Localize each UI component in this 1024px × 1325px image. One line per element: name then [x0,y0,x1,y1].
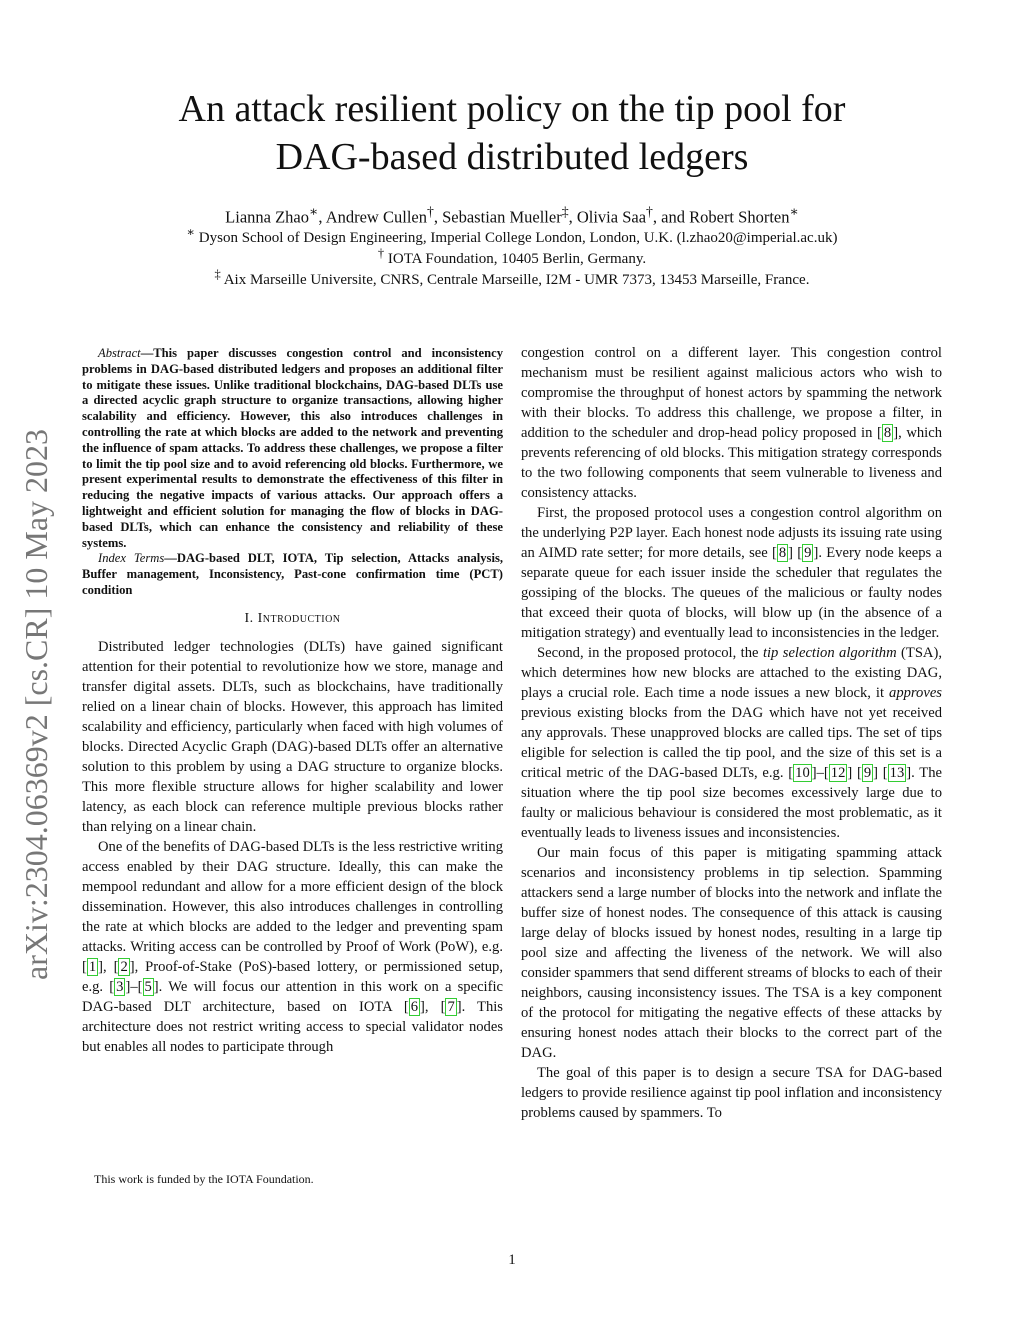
citation-link[interactable]: 8 [778,545,787,561]
right-paragraph-3: Second, in the proposed protocol, the tip selection algorithm (TSA), which determines how new blocks are attached to the existing DAG, plays a crucial role. Each time a node issues a new block, it approves previous existing blocks from the DAG which have not yet received any approvals. These unapproved blocks are called tips. The set of tips eligible for selection is called the tip pool, and the size of this set is a critical metric of the DAG-based DLTs, e.g. [ 10 ]–[ 12 ] [ 9 ] [ 13 ]. The situation where the tip pool size becomes excessively large due to faulty or malicious behaviour is considered the most problematic, as it eventually leads to liveness issues and inconsistencies. [521,645,942,841]
affiliation-text: IOTA Foundation, 10405 Berlin, Germany. [387,251,647,267]
citation-link[interactable]: 13 [889,765,905,781]
author-name: Sebastian Mueller [442,207,562,227]
text-run: One of the benefits of DAG-based DLTs is the less restrictive writing access enabled by their DAG structure. Ideally, this can make the mempool redundant and allow for a more efficient design of the block dissemination. However, this also introduces challenges in controlling the rate at which blocks are added to the ledger and preventing spam attacks. Writing access can be controlled by Proof of Work (PoW), e.g. [82,838,503,955]
citation-link[interactable]: 9 [863,765,872,781]
arxiv-identifier: arXiv:2304.06369v2 [cs.CR] 10 May 2023 [18,428,54,980]
title-line-1: An attack resilient policy on the tip pool for [178,88,846,130]
author-separator: , [433,207,443,227]
abstract-label: Abstract [98,346,141,360]
paper-title [80,85,944,181]
author-mark: † [646,204,653,219]
citation-dash: – [130,978,138,995]
emphasis: approves [889,685,942,701]
citation-link[interactable]: 1 [88,958,97,975]
text-run: First, the proposed protocol uses a congestion control algorithm on the underlying P2P layer. Each honest node adjusts its issuing rate using an AIMD rate setter; for more details, see [521,505,943,561]
author-mark: † [426,204,434,219]
text-run: , which prevents referencing of old blocks. This mitigation strategy corresponds to the two following components that seem vulnerable to liveness and consistency attacks. [521,425,942,501]
author-separator: , [318,207,326,227]
author-mark: ∗ [789,204,799,219]
author-name: Andrew Cullen [325,207,427,227]
index-terms-label: Index Terms [98,551,165,566]
affiliation-mark: † [377,246,385,260]
affiliation-mark: ∗ [186,225,196,239]
text-run: . The situation where the tip pool size becomes excessively large due to faulty or malicious behaviour is considered the most problematic, as it eventually leads to liveness issues and inconsistencies. [521,765,942,841]
citation-link[interactable]: 9 [804,545,812,561]
citation-link[interactable]: 5 [144,978,152,995]
section-title: Introduction [257,610,341,626]
right-paragraph-5: The goal of this paper is to design a secure TSA for DAG-based ledgers to provide resilience against tip pool inflation and inconsistency problems caused by spammers. To [521,1065,942,1121]
text-run: . Every node keeps a separate queue for each issuer inside the scheduler that regulates the gossiping of the blocks. The queues of the malicious or faulty nodes that exceed their quota of blocks, will blow up (in the absence of a mitigation strategy) and eventually lead to inconsistencies in the ledger. [521,545,942,641]
affiliation-mark: ‡ [214,267,221,281]
intro-paragraph-1: Distributed ledger technologies (DLTs) have gained significant attention for their potential to revolutionize how we store, manage and transfer digital assets. DLTs, such as blockchains, have traditionally relied on a linear chain of blocks. However, this approach has limited scalability and efficiency, particularly when faced with high volumes of blocks. Directed Acyclic Graph (DAG)-based DLTs offer an alternative solution to this problem by using a DAG structure to organize blocks. This more flexible structure allows for higher scalability and lower latency, as each block can reference multiple previous blocks rather than relying on a linear chain. [82,638,503,835]
author-separator: , [568,207,577,227]
index-terms [82,551,503,598]
abstract-text: This paper discusses congestion control and inconsistency problems in DAG-based distributed ledgers and proposes an additional filter to mitigate these issues. Unlike traditional blockchains, DAG-based DLTs use a directed acyclic graph structure to organize transactions, allowing higher scalability and efficiency. However, this also introduces challenges in controlling the rate at which blocks are added to the network and preventing the influence of spam attacks. To address these challenges, we propose a filter to limit the tip pool size and to avoid referencing old blocks. Furthermore, we present experimental results to demonstrate the effectiveness of this filter in reducing the negative impacts of various attacks. Our approach offers a lightweight and efficient solution for managing the flow of blocks in DAG-based DLTs, which can enhance the consistency and reliability of these systems. [82,346,503,550]
text-run: . This architecture does not restrict writing access to special validator nodes but enables all nodes to participate through [82,998,503,1055]
right-column [521,343,942,1123]
affiliation-3 [60,264,964,290]
citation-link[interactable]: 3 [116,978,124,995]
right-paragraph-2: First, the proposed protocol uses a congestion control algorithm on the underlying P2P layer. Each honest node adjusts its issuing rate using an AIMD rate setter; for more details, see [ 8 ] [ 9 ]. Every node keeps a separate queue for each issuer inside the scheduler that regulates the gossiping of the blocks. The queues of the malicious or faulty nodes that exceed their quota of blocks, will blow up (in the absence of a mitigation strategy) and eventually lead to inconsistencies in the ledger. [521,505,943,641]
text-run: , Proof-of-Stake (PoS)-based lottery, or permissioned setup, e.g. [82,958,503,995]
author-name: Olivia Saa [576,207,647,227]
index-terms-text: DAG-based DLT, IOTA, Tip selection, Attacks analysis, Buffer management, Inconsistency, Past-cone confirmation time (PCT) condition [82,551,504,597]
section-number: I. [244,610,254,626]
page-number: 1 [508,1252,516,1268]
author-separator: , and [652,207,690,227]
text-run: congestion control on a different layer. This congestion control mechanism must be resilient against malicious actors who wish to compromise the throughput of honest actors by spamming the network with their blocks. To address this challenge, we propose a filter, in addition to the scheduler and drop-head policy proposed in [521,345,942,441]
right-paragraph-4: Our main focus of this paper is mitigating spamming attack scenarios and inconsistency problems in tip selection. Spamming attackers send a large number of blocks into the network and inflate the buffer size of honest nodes. The consequence of this attack is causing large delay of blocks issued by honest nodes, resulting in a large tip pool size and affecting the liveness of the network. We will also consider spammers that send different streams of blocks to each of their neighbors, causing inconsistency issues. The TSA is a key component of the protocol for mitigating the negative effects of these attacks by ensuring honest nodes attach their blocks to the correct part of the DAG. [521,845,942,1061]
affiliation-text: Aix Marseille Universite, CNRS, Centrale Marseille, I2M - UMR 7373, 13453 Marseille, France. [223,272,810,288]
title-line-2: DAG-based distributed ledgers [275,136,749,178]
index-terms-dash: — [164,551,177,566]
citation-link[interactable]: 2 [120,958,128,975]
text-run: previous existing blocks from the DAG which have not yet received any approvals. These unapproved blocks are called tips. The set of tips eligible for selection is called the tip pool, and the size of this set is a critical metric of the DAG-based DLTs, e.g. [521,705,942,781]
text-run: (TSA), which determines how new blocks are attached to the existing DAG, plays a crucial role. Each time a node issues a new block, it [521,645,942,701]
intro-paragraph-2: One of the benefits of DAG-based DLTs is the less restrictive writing access enabled by their DAG structure. Ideally, this can make the mempool redundant and allow for a more efficient design of the block dissemination. However, this also introduces challenges in controlling the rate at which blocks are added to the ledger and preventing spam attacks. Writing access can be controlled by Proof of Work (PoW), e.g. [ 1 ], [ 2 ], Proof-of-Stake (PoS)-based lottery, or permissioned setup, e.g. [ 3 ]–[ 5 ]. We will focus our attention in this work on a specific DAG-based DLT architecture, based on IOTA [ 6 ], [ 7 ]. This architecture does not restrict writing access to special validator nodes but enables all nodes to participate through [82,838,503,1055]
emphasis: tip selection algorithm [762,645,897,661]
text-run: Second, in the proposed protocol, the [537,645,763,661]
citation-link[interactable]: 12 [830,765,846,781]
citation-link[interactable]: 6 [410,998,419,1015]
footnote: This work is funded by the IOTA Foundation. [94,1172,314,1186]
abstract [82,346,503,551]
text-run: . We will focus our attention in this work on a specific DAG-based DLT architecture, based on IOTA [82,978,503,1015]
author-mark: ∗ [309,204,319,219]
author-mark: ‡ [561,204,569,219]
right-paragraph-1: congestion control on a different layer. This congestion control mechanism must be resilient against malicious actors who wish to compromise the throughput of honest actors by spamming the network with their blocks. To address this challenge, we propose a filter, in addition to the scheduler and drop-head policy proposed in [ 8 ], which prevents referencing of old blocks. This mitigation strategy corresponds to the two following components that seem vulnerable to liveness and consistency attacks. [521,345,942,501]
citation-link[interactable]: 8 [883,425,892,441]
citation-link[interactable]: 7 [447,998,455,1015]
left-column [82,346,503,1057]
author-name: Robert Shorten [689,207,790,227]
abstract-dash: — [140,346,154,360]
citation-link[interactable]: 10 [795,765,810,781]
author-name: Lianna Zhao [225,207,309,227]
section-heading-introduction [82,609,503,629]
affiliation-text: Dyson School of Design Engineering, Imperial College London, London, U.K. (l.zhao20@imperial.ac.uk) [198,230,838,246]
citation-dash: – [816,765,824,781]
